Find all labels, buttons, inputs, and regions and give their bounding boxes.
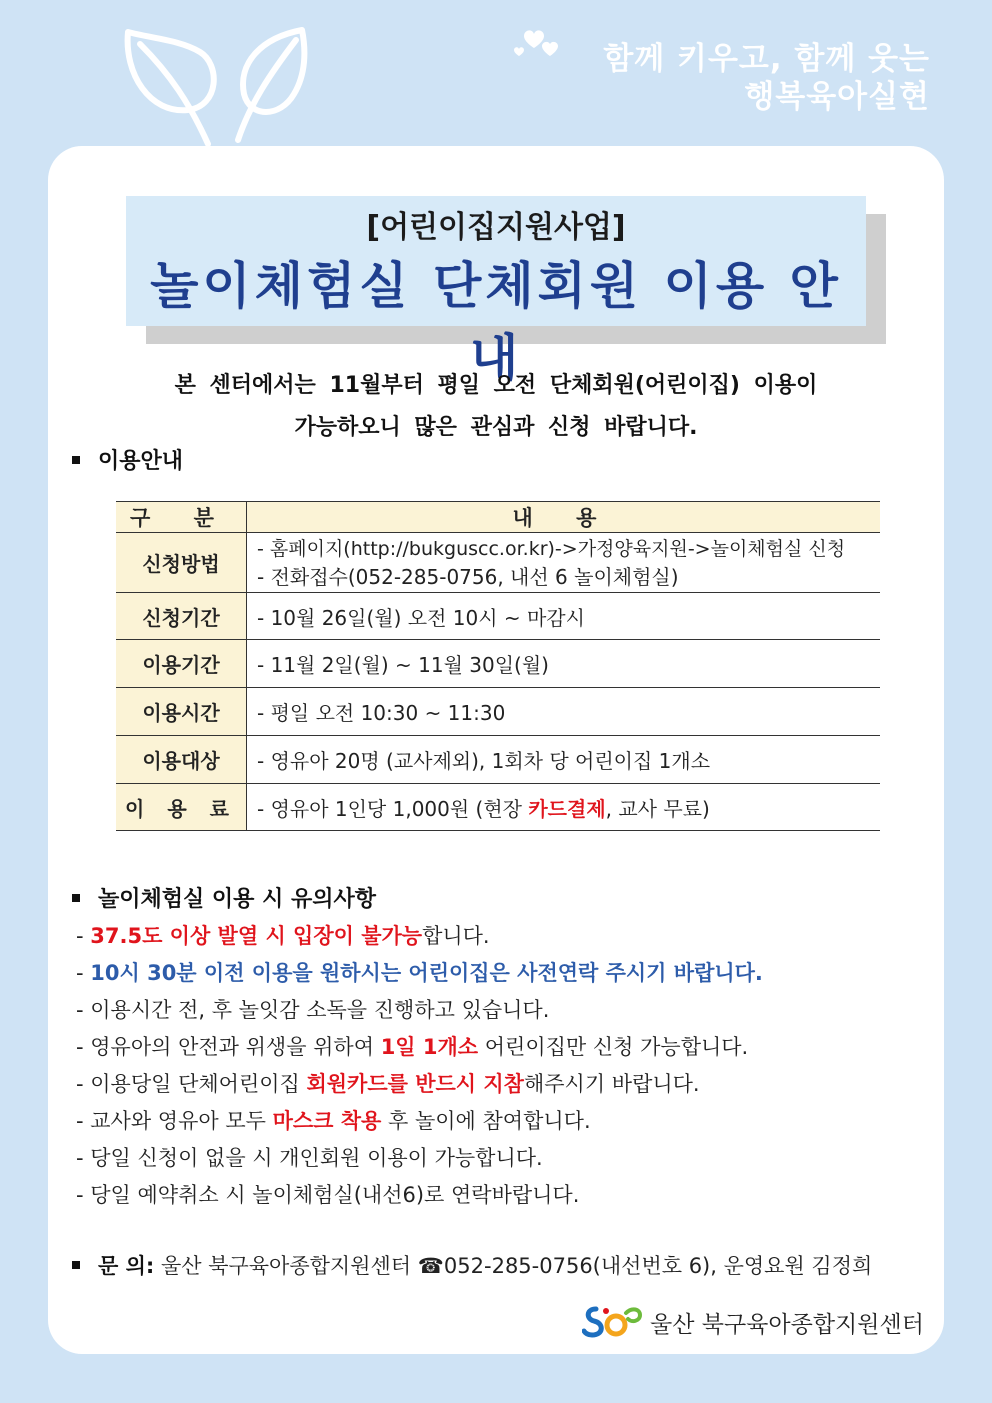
bullet-icon: [72, 1261, 80, 1269]
row-label: 이용시간: [116, 688, 247, 736]
contact-org: 울산 북구육아종합지원센터: [154, 1254, 418, 1278]
note-highlight: 회원카드를 반드시 지참: [306, 1072, 524, 1096]
usage-table: [116, 501, 880, 831]
table-header-category: 구 분: [116, 502, 247, 533]
note-highlight: 마스크 착용: [272, 1109, 382, 1133]
list-item: - 당일 신청이 없을 시 개인회원 이용이 가능합니다.: [76, 1146, 543, 1170]
note-text: 당일 신청이 없을 시 개인회원 이용이 가능합니다.: [90, 1146, 543, 1170]
contact-label: 문 의:: [98, 1254, 155, 1278]
table-header-row: [116, 502, 880, 533]
table-row: [116, 688, 880, 736]
table-row: [116, 533, 880, 593]
intro-line2: 가능하오니 많은 관심과 신청 바랍니다.: [294, 415, 698, 440]
phone-icon: ☎: [417, 1254, 444, 1278]
row-value: - 영유아 20명 (교사제외), 1회차 당 어린이집 1개소: [247, 736, 881, 784]
row-label: 신청방법: [116, 533, 247, 593]
page-title: 놀이체험실 단체회원 이용 안내: [150, 257, 842, 387]
section-heading-label: 놀이체험실 이용 시 유의사항: [98, 887, 377, 912]
fee-text: - 영유아 1인당 1,000원 (현장: [257, 796, 529, 821]
notes-list: [76, 918, 763, 1214]
bullet-icon: [72, 894, 80, 902]
note-text: 교사와 영유아 모두: [90, 1109, 273, 1133]
note-text: 해주시기 바랍니다.: [523, 1072, 700, 1096]
center-logo: [582, 1303, 924, 1341]
fee-text-end: , 교사 무료): [605, 796, 710, 821]
table-header-content: 내 용: [247, 502, 881, 533]
row-label: 이용기간: [116, 640, 247, 688]
slogan-line1: 함께 키우고, 함께 웃는: [603, 41, 930, 77]
row-label: 이용대상: [116, 736, 247, 784]
note-text: 당일 예약취소 시 놀이체험실(내선6)로 연락바랍니다.: [90, 1183, 580, 1207]
table-row: [116, 784, 880, 831]
row-value: [247, 533, 881, 593]
table-row: [116, 640, 880, 688]
list-item: - 교사와 영유아 모두 마스크 착용 후 놀이에 참여합니다.: [76, 1109, 591, 1133]
contact-phone: 052-285-0756(내선번호 6), 운영요원 김정희: [443, 1254, 873, 1278]
note-text: 영유아의 안전과 위생을 위하여: [90, 1035, 381, 1059]
bullet-icon: [72, 456, 80, 464]
table-row: [116, 593, 880, 640]
contact-info: [72, 1250, 872, 1280]
note-text: 이용시간 전, 후 놀잇감 소독을 진행하고 있습니다.: [90, 998, 550, 1022]
note-text: 후 놀이에 참여합니다.: [381, 1109, 591, 1133]
table-row: [116, 736, 880, 784]
section-heading-label: 이용안내: [98, 449, 184, 474]
row-value: [247, 784, 881, 831]
slogan-line2: 행복육아실현: [744, 79, 930, 115]
list-item: - 이용당일 단체어린이집 회원카드를 반드시 지참해주시기 바랍니다.: [76, 1072, 700, 1096]
center-logo-icon: [582, 1303, 644, 1341]
fee-card-payment: 카드결제: [528, 796, 606, 821]
intro-line1: 본 센터에서는 11월부터 평일 오전 단체회원(어린이집) 이용이: [174, 373, 818, 398]
note-highlight: 1일 1개소: [380, 1035, 479, 1059]
row-value: - 평일 오전 10:30 ~ 11:30: [247, 688, 881, 736]
row-label: 이 용 료: [116, 784, 247, 831]
section-heading-notes: [72, 882, 376, 913]
apply-method-web: - 홈페이지(http://bukguscc.or.kr)->가정양육지원->놀이체험실 신청: [257, 537, 846, 560]
title-subtitle: [어린이집지원사업]: [366, 210, 626, 245]
note-text: 어린이집만 신청 가능합니다.: [478, 1035, 749, 1059]
section-heading-usage: [72, 444, 183, 475]
list-item: - 10시 30분 이전 이용을 원하시는 어린이집은 사전연락 주시기 바랍니다.: [76, 961, 763, 985]
note-highlight: 10시 30분 이전 이용을 원하시는 어린이집은 사전연락 주시기 바랍니다.: [90, 961, 763, 985]
note-text: 합니다.: [422, 924, 490, 948]
row-value: - 11월 2일(월) ~ 11월 30일(월): [247, 640, 881, 688]
list-item: - 37.5도 이상 발열 시 입장이 불가능합니다.: [76, 924, 490, 948]
note-text: 이용당일 단체어린이집: [90, 1072, 307, 1096]
note-highlight: 37.5도 이상 발열 시 입장이 불가능: [90, 924, 423, 948]
center-name: 울산 북구육아종합지원센터: [650, 1311, 924, 1338]
list-item: - 이용시간 전, 후 놀잇감 소독을 진행하고 있습니다.: [76, 998, 550, 1022]
list-item: - 당일 예약취소 시 놀이체험실(내선6)로 연락바랍니다.: [76, 1183, 580, 1207]
leaf-decoration-icon: [110, 14, 330, 154]
list-item: - 영유아의 안전과 위생을 위하여 1일 1개소 어린이집만 신청 가능합니다.: [76, 1035, 749, 1059]
row-value: - 10월 26일(월) 오전 10시 ~ 마감시: [247, 593, 881, 640]
hearts-icon: [512, 22, 572, 72]
row-label: 신청기간: [116, 593, 247, 640]
apply-method-phone: - 전화접수(052-285-0756, 내선 6 놀이체험실): [257, 564, 679, 589]
slogan: [603, 40, 930, 116]
